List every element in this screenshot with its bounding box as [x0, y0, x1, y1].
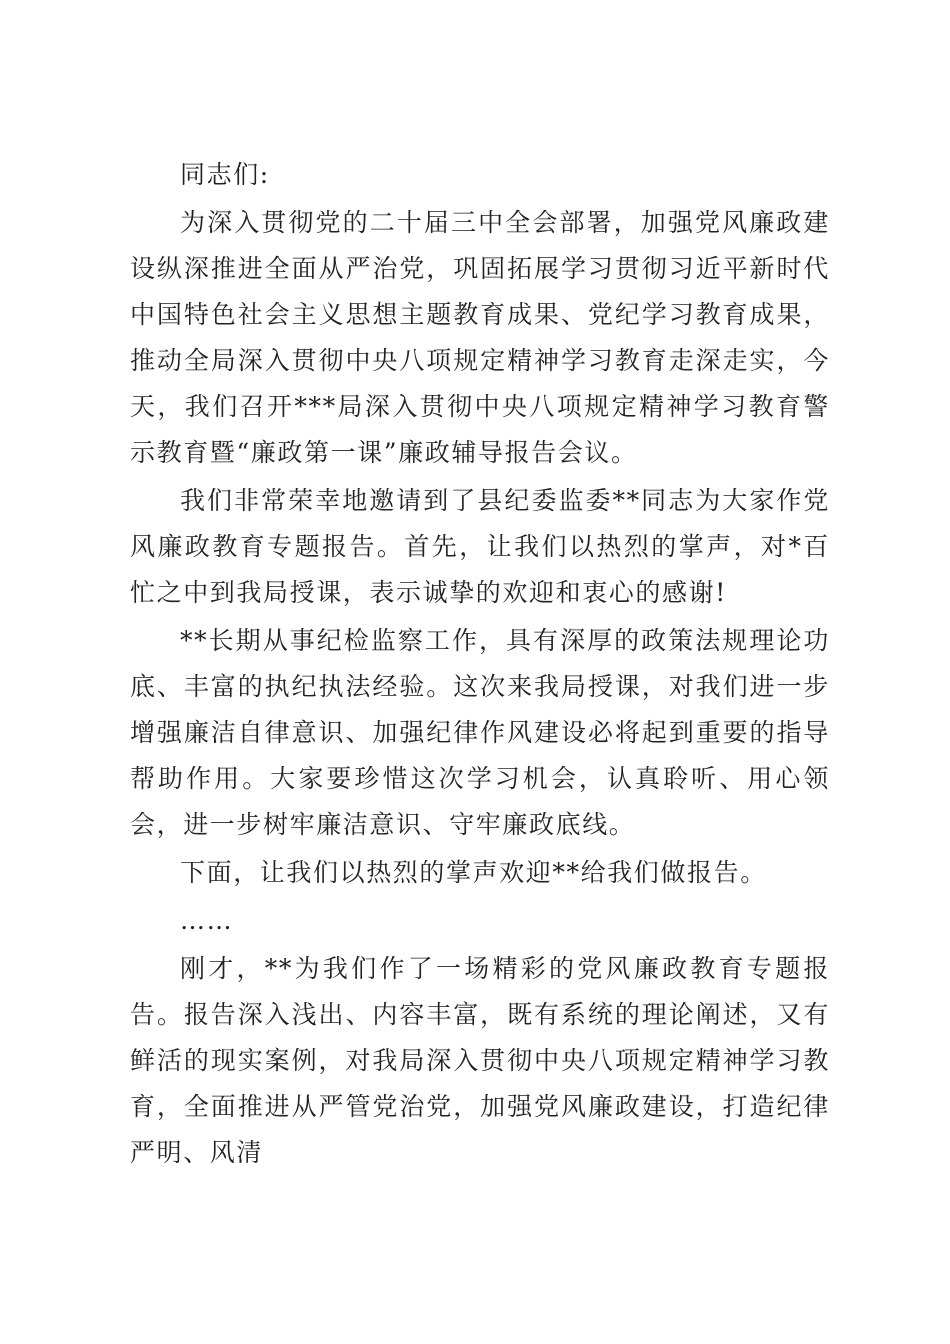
salutation: 同志们:	[180, 160, 270, 189]
paragraph-purpose: 为深入贯彻党的二十届三中全会部署，加强党风廉政建设纵深推进全面从严治党，巩固拓展学习贯彻习近平新时代中国特色社会主义思想主题教育成果、党纪学习教育成果，推动全局深入贯彻中央八项规定精神学习教育走深走实，今天，我们召开***局深入贯彻中央八项规定精神学习教育警示教育暨“廉政第一课”廉政辅导报告会议。	[130, 208, 830, 467]
paragraph-welcome: 下面，让我们以热烈的掌声欢迎**给我们做报告。	[180, 858, 767, 887]
paragraph-summary: 刚才，**为我们作了一场精彩的党风廉政教育专题报告。报告深入浅出、内容丰富，既有系统的理论阐述，又有鲜活的现实案例，对我局深入贯彻中央八项规定精神学习教育，全面推进从严管党治党，加强党风廉政建设，打造纪律严明、风清	[130, 954, 830, 1167]
paragraph-speaker-intro: **长期从事纪检监察工作，具有深厚的政策法规理论功底、丰富的执纪执法经验。这次来我局授课，对我们进一步增强廉洁自律意识、加强纪律作风建设必将起到重要的指导帮助作用。大家要珍惜这次学习机会，认真聆听、用心领会，进一步树牢廉洁意识、守牢廉政底线。	[130, 626, 830, 839]
paragraph-invitation: 我们非常荣幸地邀请到了县纪委监委**同志为大家作党风廉政教育专题报告。首先，让我们以热烈的掌声，对*百忙之中到我局授课，表示诚挚的欢迎和衷心的感谢!	[130, 486, 830, 607]
document-body	[130, 152, 830, 1178]
paragraph-ellipsis: ……	[180, 906, 234, 935]
